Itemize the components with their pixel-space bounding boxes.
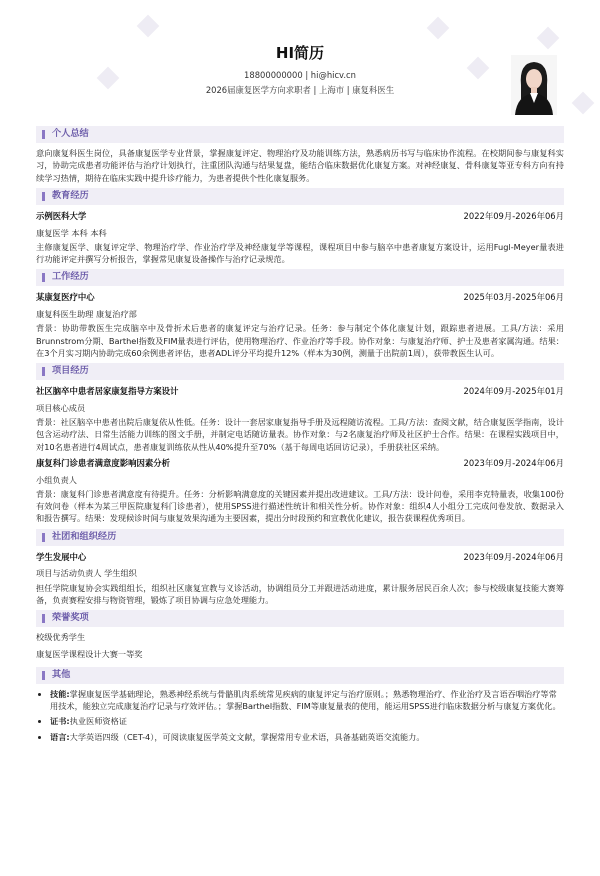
education-major: 康复医学 本科 本科: [36, 227, 107, 238]
section-education-heading: 教育经历: [36, 188, 564, 205]
project-2-detail: 背景：康复科门诊患者满意度有待提升。任务：分析影响满意度的关键因素并提出改进建议。工具/方法：设计问卷，采用李克特量表，收集100份有效问卷（样本为某三甲医院康复科门诊患者），使用SPSS进行描述性统计和相关性分析。协作对象：组织4人小组分工完成问卷发放、数据录入和报告撰写。结果：发现候诊时间与康复效果沟通为主要因素，提出分时段预约和宣教优化建议，报告获课程优秀项目。: [36, 488, 564, 524]
project-1-detail: 背景：社区脑卒中患者出院后康复依从性低。任务：设计一套居家康复指导手册及远程随访流程。工具/方法：查阅文献，结合康复医学指南，设计包含运动疗法、日常生活能力训练的图文手册，并制定电话随访量表。协作对象：与2名康复治疗师及社区护士合作。结果：在课程实践项目中，对10名患者进行4周试点，患者康复训练依从性从40%提升至70%（基于每周电话回访记录），手册获社区采纳。: [36, 417, 564, 452]
project-2-date: 2023年09月-2024年06月: [463, 457, 564, 468]
resume-body: [36, 126, 564, 746]
club-detail: 担任学院康复协会实践组组长，组织社区康复宣教与义诊活动，协调组员分工并跟进活动进度，累计服务居民百余人次；参与校级康复技能大赛筹备，负责赛程安排与物资管理，锻炼了项目协调与应急处理能力。: [36, 582, 564, 605]
club-date: 2023年09月-2024年06月: [463, 551, 564, 562]
work-entry-header: [36, 291, 564, 304]
education-entry-header: [36, 210, 564, 223]
work-detail: 背景：协助带教医生完成脑卒中及骨折术后患者的康复评定与治疗记录。任务：参与制定个体化康复计划，跟踪患者进展。工具/方法：采用Brunnstrom分期、Barthel指数及FIM量表进行评估，使用物理治疗、作业治疗等手段。协作对象：与康复治疗师、护士及患者家属沟通。结果：在3个月实习期内协助完成60余例患者评估，患者ADL评分平均提升12%（样本为30例，测量于出院前1周），获带教医生认可。: [36, 323, 564, 358]
project-2-header: [36, 457, 564, 470]
school-name: 示例医科大学: [36, 210, 87, 221]
project-1-header: [36, 385, 564, 398]
certificate-item: • 证书:执业医师资格证: [50, 715, 564, 727]
project-1-date: 2024年09月-2025年01月: [463, 386, 564, 397]
education-date: 2022年09月-2026年06月: [463, 210, 564, 221]
section-work-heading: 工作经历: [36, 269, 564, 286]
work-org: 某康复医疗中心: [36, 292, 95, 303]
honor-item: 康复医学课程设计大赛一等奖: [36, 648, 143, 659]
work-role: 康复科医生助理 康复治疗部: [36, 309, 137, 319]
section-other-heading: 其他: [36, 667, 564, 684]
project-2-name: 康复科门诊患者满意度影响因素分析: [36, 457, 170, 468]
section-projects-heading: 项目经历: [36, 363, 564, 380]
skills-item: • 技能:掌握康复医学基础理论，熟悉神经系统与骨骼肌肉系统常见疾病的康复评定与治疗原则。；熟悉物理治疗、作业治疗及言语吞咽治疗等常用技术，能独立完成康复治疗记录与疗效评估。；掌握Barthel指数、FIM等康复量表的使用，能运用SPSS进行临床数据分析与康复方案优化。: [50, 688, 564, 713]
work-date: 2025年03月-2025年06月: [463, 292, 564, 303]
club-role: 项目与活动负责人 学生组织: [36, 568, 137, 579]
candidate-name: HI简历: [275, 44, 325, 62]
honor-item: 校级优秀学生: [36, 632, 86, 643]
education-detail: 主修康复医学、康复评定学、物理治疗学、作业治疗学及神经康复学等课程，课程项目中参与脑卒中患者康复方案设计，运用Fugl-Meyer量表进行功能评定并撰写分析报告，掌握常见康复设备操作与治疗记录规范。: [36, 241, 564, 265]
project-1-role: 项目核心成员: [36, 402, 86, 413]
resume-header: [0, 0, 600, 130]
section-summary-heading: 个人总结: [36, 126, 564, 143]
project-2-role: 小组负责人: [36, 474, 77, 485]
language-item: • 语言:大学英语四级（CET-4），可阅读康复医学英文文献，掌握常用专业术语，具备基础英语交流能力。: [50, 731, 564, 743]
section-clubs-heading: 社团和组织经历: [36, 529, 564, 546]
summary-text: 意向康复科医生岗位，具备康复医学专业背景，掌握康复评定、物理治疗及功能训练方法，熟悉病历书写与临床协作流程。在校期间参与康复科实习，协助完成患者功能评估与治疗计划执行，注重团队沟通与结果复盘，能结合临床数据优化康复方案。对神经康复、骨科康复等亚专科方向有持续学习热情，期待在临床实践中提升诊疗能力，为患者提供个性化康复服务。: [36, 148, 564, 183]
project-1-name: 社区脑卒中患者居家康复指导方案设计: [36, 386, 179, 397]
job-intent: 2026届康复医学方向求职者 | 上海市 | 康复科医生: [205, 85, 395, 95]
section-honors-heading: 荣誉奖项: [36, 610, 564, 627]
club-entry-header: [36, 551, 564, 564]
club-org: 学生发展中心: [36, 551, 87, 562]
other-list: [36, 688, 564, 743]
contact-info: 18800000000 | hi@hicv.cn: [244, 70, 356, 80]
profile-photo: [511, 55, 557, 115]
